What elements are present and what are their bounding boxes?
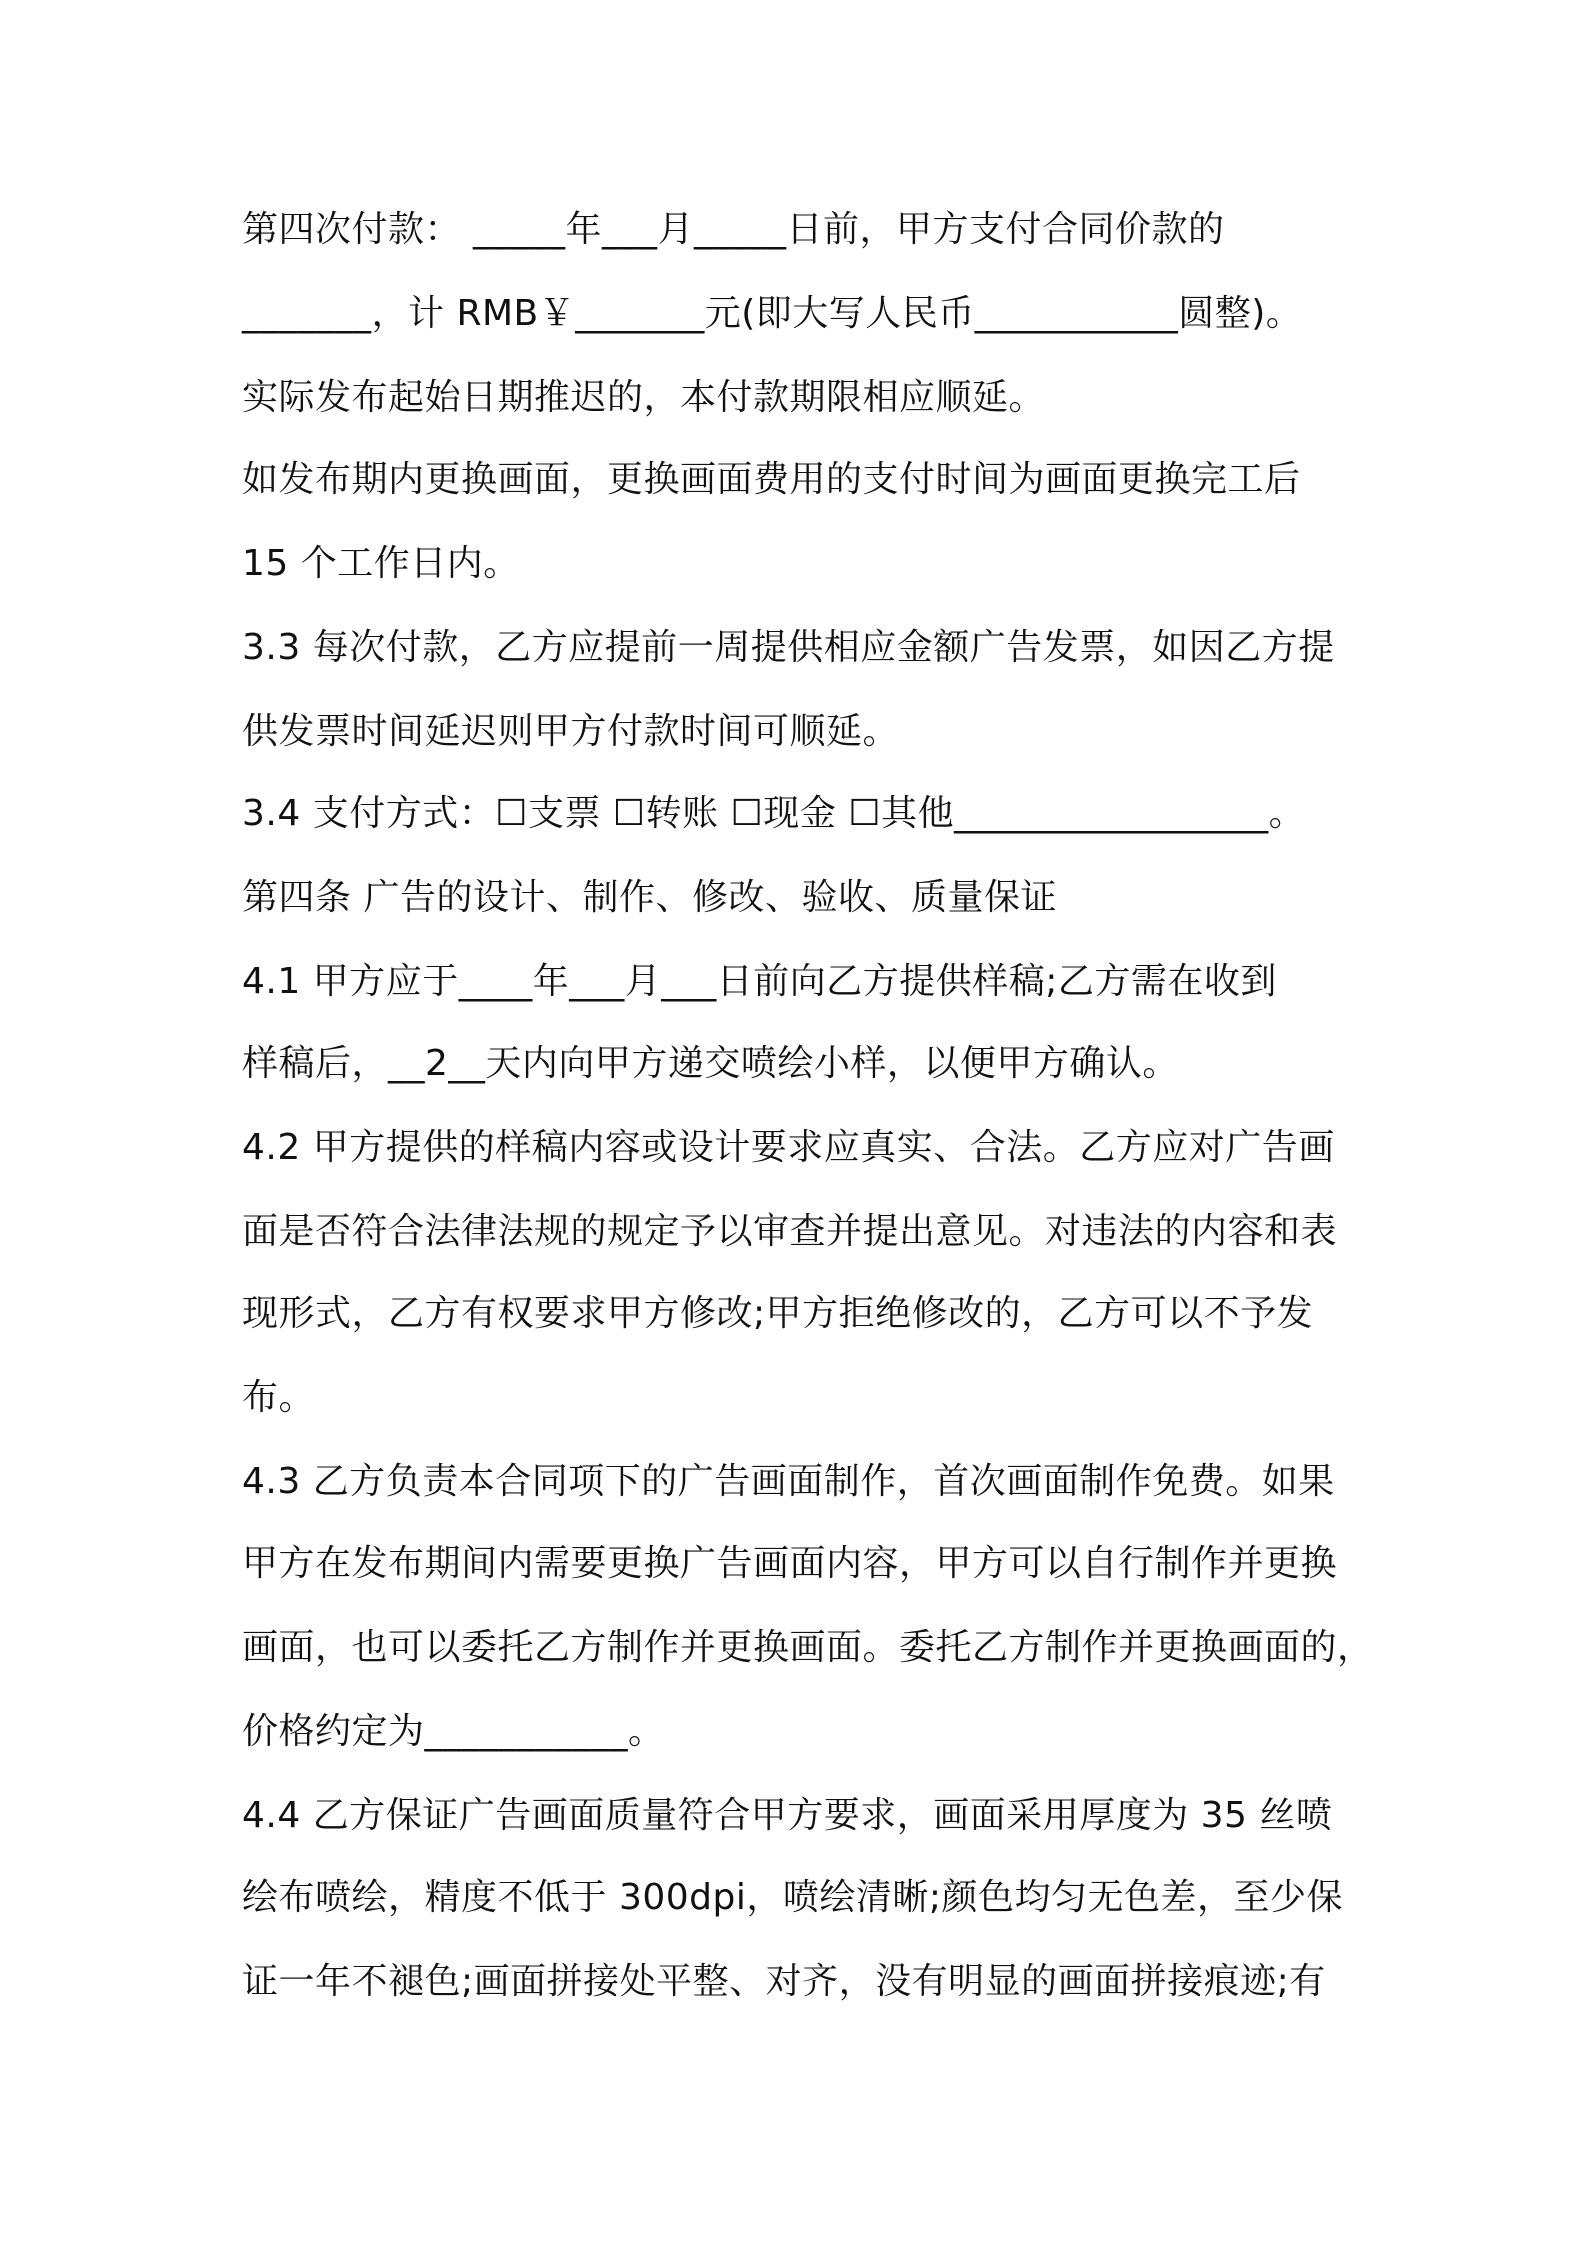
text-line: 面是否符合法律法规的规定予以审查并提出意见。对违法的内容和表 (242, 1211, 1338, 1252)
section-heading: 第四条 广告的设计、制作、修改、验收、质量保证 (242, 877, 1057, 918)
text-line: 15 个工作日内。 (242, 543, 520, 584)
text-line: 布。 (242, 1377, 316, 1418)
text-line: _______，计 RMB￥_______元(即大写人民币___________圆整)。 (242, 293, 1303, 334)
text-line: 价格约定为___________。 (242, 1711, 665, 1752)
text-line: 4.4 乙方保证广告画面质量符合甲方要求，画面采用厚度为 35 丝喷 (242, 1795, 1333, 1836)
text-line: 4.3 乙方负责本合同项下的广告画面制作，首次画面制作免费。如果 (242, 1461, 1335, 1502)
text-line: 画面，也可以委托乙方制作并更换画面。委托乙方制作并更换画面的， (242, 1627, 1374, 1668)
text-line: 绘布喷绘，精度不低于 300dpi，喷绘清晰;颜色均匀无色差，至少保 (242, 1877, 1343, 1918)
text-line: 4.2 甲方提供的样稿内容或设计要求应真实、合法。乙方应对广告画 (242, 1127, 1335, 1168)
text-line: 实际发布起始日期推迟的，本付款期限相应顺延。 (242, 377, 1046, 418)
text-line: 3.3 每次付款，乙方应提前一周提供相应金额广告发票，如因乙方提 (242, 627, 1335, 668)
text-line: 4.1 甲方应于____年___月___日前向乙方提供样稿;乙方需在收到 (242, 961, 1277, 1002)
text-line: 如发布期内更换画面，更换画面费用的支付时间为画面更换完工后 (242, 459, 1301, 500)
text-line: 证一年不褪色;画面拼接处平整、对齐，没有明显的画面拼接痕迹;有 (242, 1961, 1326, 2002)
text-line: 供发票时间延迟则甲方付款时间可顺延。 (242, 711, 900, 752)
text-line: 样稿后，__2__天内向甲方递交喷绘小样，以便甲方确认。 (242, 1043, 1179, 1084)
text-line: 甲方在发布期间内需要更换广告画面内容，甲方可以自行制作并更换 (242, 1543, 1338, 1584)
text-line: 第四次付款： _____年___月_____日前，甲方支付合同价款的 (242, 209, 1225, 250)
text-line: 现形式，乙方有权要求甲方修改;甲方拒绝修改的，乙方可以不予发 (242, 1293, 1314, 1334)
text-line: 3.4 支付方式：☐支票 ☐转账 ☐现金 ☐其他_________________。 (242, 793, 1306, 834)
